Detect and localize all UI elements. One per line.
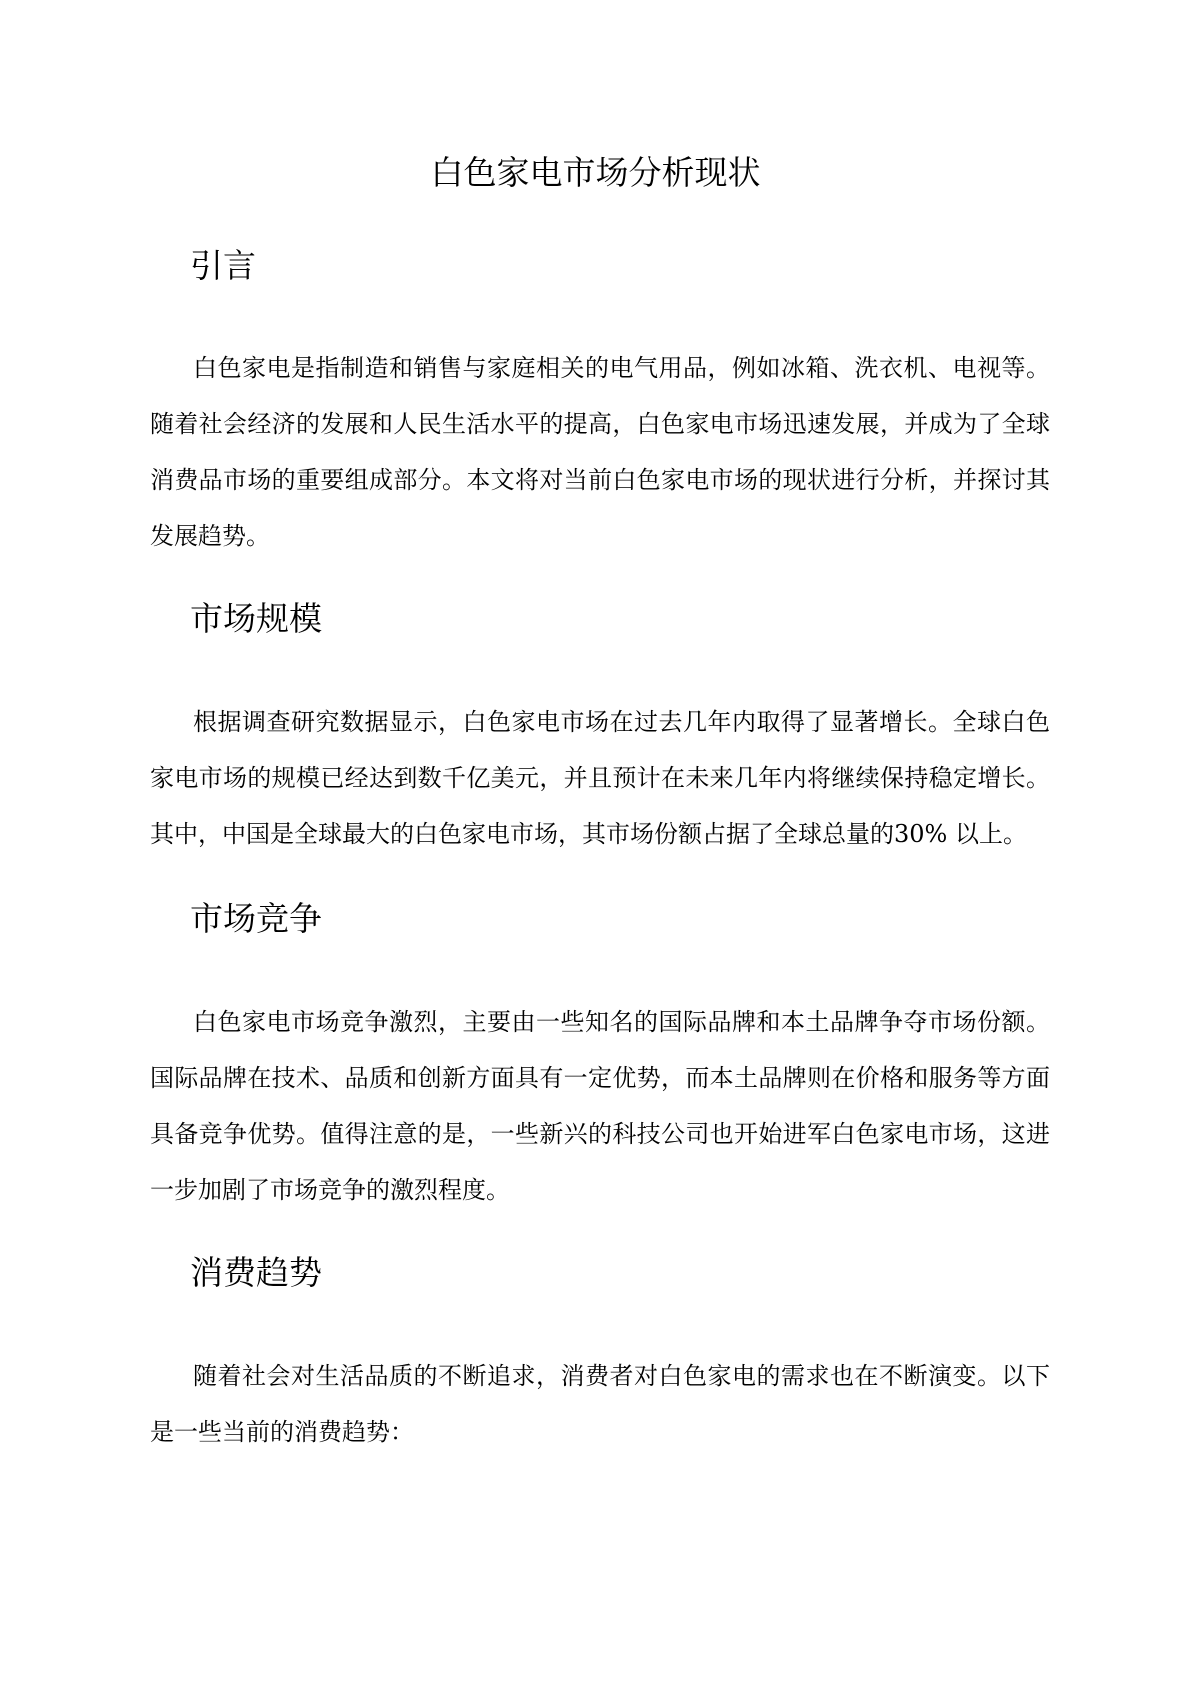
section-heading-market-competition: 市场竞争: [190, 899, 322, 938]
section-body-consumption-trends: 随着社会对生活品质的不断追求，消费者对白色家电的需求也在不断演变。以下是一些当前的消费趋势：: [150, 1362, 1050, 1446]
section-heading-consumption-trends: 消费趋势: [190, 1253, 322, 1292]
document-title: 白色家电市场分析现状: [430, 153, 761, 192]
section-heading-market-size: 市场规模: [190, 599, 322, 638]
section-heading-introduction: 引言: [190, 246, 256, 285]
section-body-introduction: 白色家电是指制造和销售与家庭相关的电气用品，例如冰箱、洗衣机、电视等。随着社会经济的发展和人民生活水平的提高，白色家电市场迅速发展，并成为了全球消费品市场的重要组成部分。本文将对当前白色家电市场的现状进行分析，并探讨其发展趋势。: [150, 354, 1050, 550]
section-body-market-size: 根据调查研究数据显示，白色家电市场在过去几年内取得了显著增长。全球白色家电市场的规模已经达到数千亿美元，并且预计在未来几年内将继续保持稳定增长。其中，中国是全球最大的白色家电市场，其市场份额占据了全球总量的30% 以上。: [150, 708, 1050, 848]
section-body-market-competition: 白色家电市场竞争激烈，主要由一些知名的国际品牌和本土品牌争夺市场份额。国际品牌在技术、品质和创新方面具有一定优势，而本土品牌则在价格和服务等方面具备竞争优势。值得注意的是，一些新兴的科技公司也开始进军白色家电市场，这进一步加剧了市场竞争的激烈程度。: [150, 1008, 1050, 1204]
